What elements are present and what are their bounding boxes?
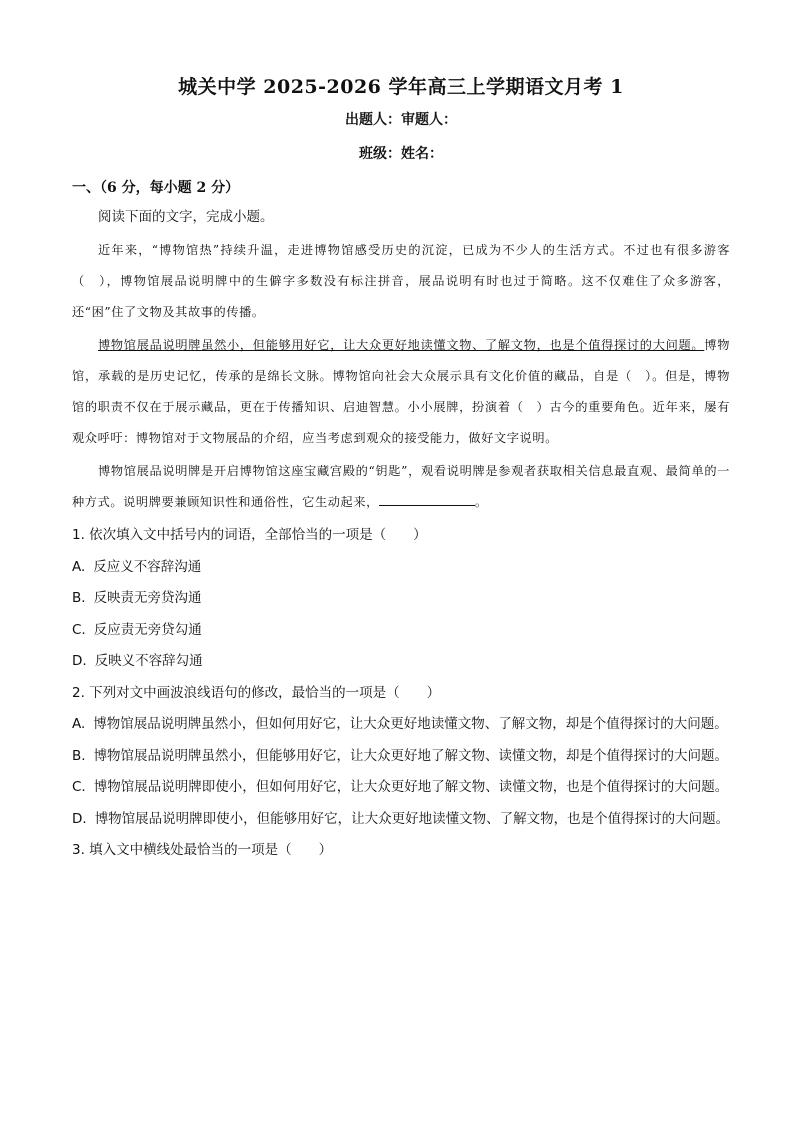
option-c [72, 772, 730, 804]
reading-instruction: 阅读下面的文字，完成小题。 [98, 209, 274, 225]
question-stem: 1. 依次填入文中括号内的词语，全部恰当的一项是（ ） [72, 527, 427, 543]
exam-title: 城关中学 2025-2026 学年高三上学期语文月考 1 [178, 76, 624, 98]
question-stem: 2. 下列对文中画波浪线语句的修改，最恰当的一项是（ ） [72, 684, 441, 701]
passage-paragraph-3-end: 。 [474, 495, 488, 509]
option-b [72, 583, 730, 615]
option-letter: B. [72, 590, 86, 606]
option-b [72, 741, 730, 773]
option-text: 博物馆展品说明牌虽然小，但能够用好它，让大众更好地了解文物、读懂文物，却是个值得探讨的大问题。 [93, 747, 729, 764]
option-text: 反映义不容辞勾通 [94, 653, 203, 669]
option-a [72, 709, 730, 741]
answer-blank-line [379, 493, 475, 506]
passage-paragraph-2-rest: 博物馆，承载的是历史记忆，传承的是绵长文脉。博物馆向社会大众展示具有文化价值的藏品，自是（ ）。但是，博物馆的职责不仅在于展示藏品，更在于传播知识、启迪智慧。小小展牌，扮演着（ ）古今的重要角色。近年来，屡有观众呼吁：博物馆对于文物展品的介绍，应当考虑到观众的接受能力，做好文字说明。 [72, 338, 731, 445]
wavy-underlined-sentence: 博物馆展品说明牌虽然小，但能够用好它，让大众更好地读懂文物、了解文物，也是个值得探讨的大问题。 [98, 338, 705, 352]
question-1 [72, 520, 730, 678]
passage-paragraph-3-text: 博物馆展品说明牌是开启博物馆这座宝藏宫殿的“钥匙”，观看说明牌是参观者获取相关信息最直观、最简单的一种方式。说明牌要兼顾知识性和通俗性，它生动起来， [72, 464, 730, 509]
passage-paragraph-1: 近年来，“博物馆热”持续升温，走进博物馆感受历史的沉淀，已成为不少人的生活方式。不过也有很多游客（ ），博物馆展品说明牌中的生僻字多数没有标注拼音，展品说明有时也过于简略。这不仅难住了众多游客，还“困”住了文物及其故事的传播。 [72, 243, 730, 319]
option-c [72, 615, 730, 647]
option-letter: C. [72, 779, 86, 795]
authors-line: 出题人：审题人： [345, 112, 457, 128]
option-a [72, 552, 730, 584]
option-text: 反应义不容辞沟通 [93, 558, 202, 575]
option-letter: A. [72, 716, 86, 732]
option-text: 博物馆展品说明牌即使小，但能够用好它，让大众更好地读懂文物、了解文物，也是个值得探讨的大问题。 [94, 810, 730, 827]
class-name-line: 班级：姓名： [359, 146, 443, 162]
option-d [72, 804, 730, 836]
option-letter: D. [72, 653, 87, 669]
option-text: 博物馆展品说明牌即使小，但如何用好它，让大众更好地了解文物、读懂文物，也是个值得探讨的大问题。 [93, 779, 729, 795]
option-letter: D. [72, 810, 87, 827]
option-letter: B. [72, 747, 86, 764]
option-letter: A. [72, 558, 86, 575]
option-text: 反映责无旁贷沟通 [93, 590, 202, 606]
question-stem: 3. 填入文中横线处最恰当的一项是（ ） [72, 842, 333, 858]
option-d [72, 646, 730, 678]
question-2 [72, 678, 730, 836]
question-3 [72, 835, 730, 867]
passage-paragraph-2 [72, 330, 730, 454]
option-text: 反应责无旁贷勾通 [93, 621, 202, 638]
option-text: 博物馆展品说明牌虽然小，但如何用好它，让大众更好地读懂文物、了解文物，却是个值得探讨的大问题。 [93, 716, 728, 732]
passage-paragraph-3 [72, 456, 730, 518]
section-heading: 一、（6 分，每小题 2 分） [72, 180, 240, 196]
option-letter: C. [72, 621, 86, 638]
